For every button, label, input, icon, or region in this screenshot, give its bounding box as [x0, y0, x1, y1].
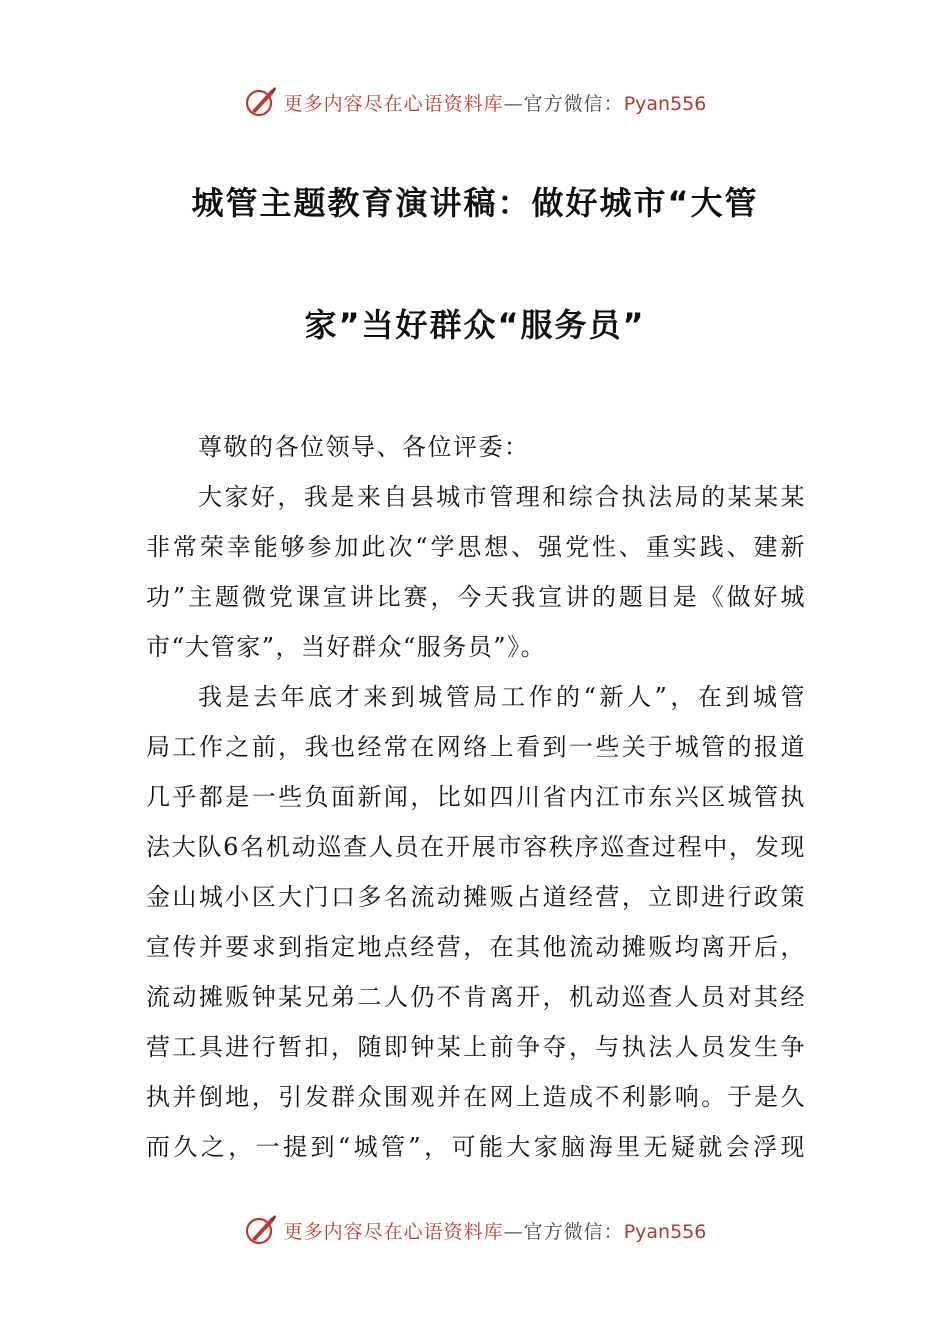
banner-prefix: 更多内容尽在心语资料库	[283, 1220, 504, 1243]
body-line: 非常荣幸能够参加此次“学思想、强党性、重实践、建新	[146, 533, 806, 561]
body-line: 宣传并要求到指定地点经营，在其他流动摊贩均离开后，	[146, 933, 806, 961]
banner-official-label: 官方微信：	[523, 92, 624, 115]
banner-wechat-id: Pyan556	[623, 92, 707, 115]
header-banner	[0, 82, 950, 122]
quill-pen-logo-icon	[244, 1213, 278, 1247]
banner-text	[284, 1217, 707, 1244]
document-title-line-1: 城管主题教育演讲稿：做好城市“大管	[191, 184, 759, 222]
body-line: 营工具进行暂扣，随即钟某上前争夺，与执法人员发生争	[146, 1033, 806, 1061]
body-line: 法大队6名机动巡查人员在开展市容秩序巡查过程中，发现	[146, 833, 806, 861]
body-line: 金山城小区大门口多名流动摊贩占道经营，立即进行政策	[146, 883, 806, 911]
banner-text	[284, 89, 707, 116]
body-line: 执并倒地，引发群众围观并在网上造成不利影响。于是久	[146, 1083, 806, 1111]
body-line: 而久之，一提到“城管”，可能大家脑海里无疑就会浮现	[146, 1133, 806, 1161]
footer-banner	[0, 1210, 950, 1250]
body-line: 局工作之前，我也经常在网络上看到一些关于城管的报道	[146, 733, 806, 761]
body-line: 流动摊贩钟某兄弟二人仍不肯离开，机动巡查人员对其经	[146, 983, 806, 1011]
body-line: 大家好，我是来自县城市管理和综合执法局的某某某	[198, 483, 806, 511]
banner-dash: —	[503, 1220, 524, 1243]
body-line: 功”主题微党课宣讲比赛，今天我宣讲的题目是《做好城	[146, 583, 806, 611]
banner-official-label: 官方微信：	[523, 1220, 624, 1243]
banner-wechat-id: Pyan556	[623, 1220, 707, 1243]
banner-dash: —	[503, 92, 524, 115]
document-title-line-2: 家”当好群众“服务员”	[304, 306, 646, 344]
body-line-salutation: 尊敬的各位领导、各位评委：	[198, 433, 530, 461]
quill-pen-logo-icon	[244, 85, 278, 119]
body-line: 几乎都是一些负面新闻，比如四川省内江市东兴区城管执	[146, 783, 806, 811]
body-line: 市“大管家”，当好群众“服务员”》。	[146, 633, 547, 661]
banner-prefix: 更多内容尽在心语资料库	[283, 92, 504, 115]
body-line: 我是去年底才来到城管局工作的“新人”，在到城管	[198, 683, 806, 711]
